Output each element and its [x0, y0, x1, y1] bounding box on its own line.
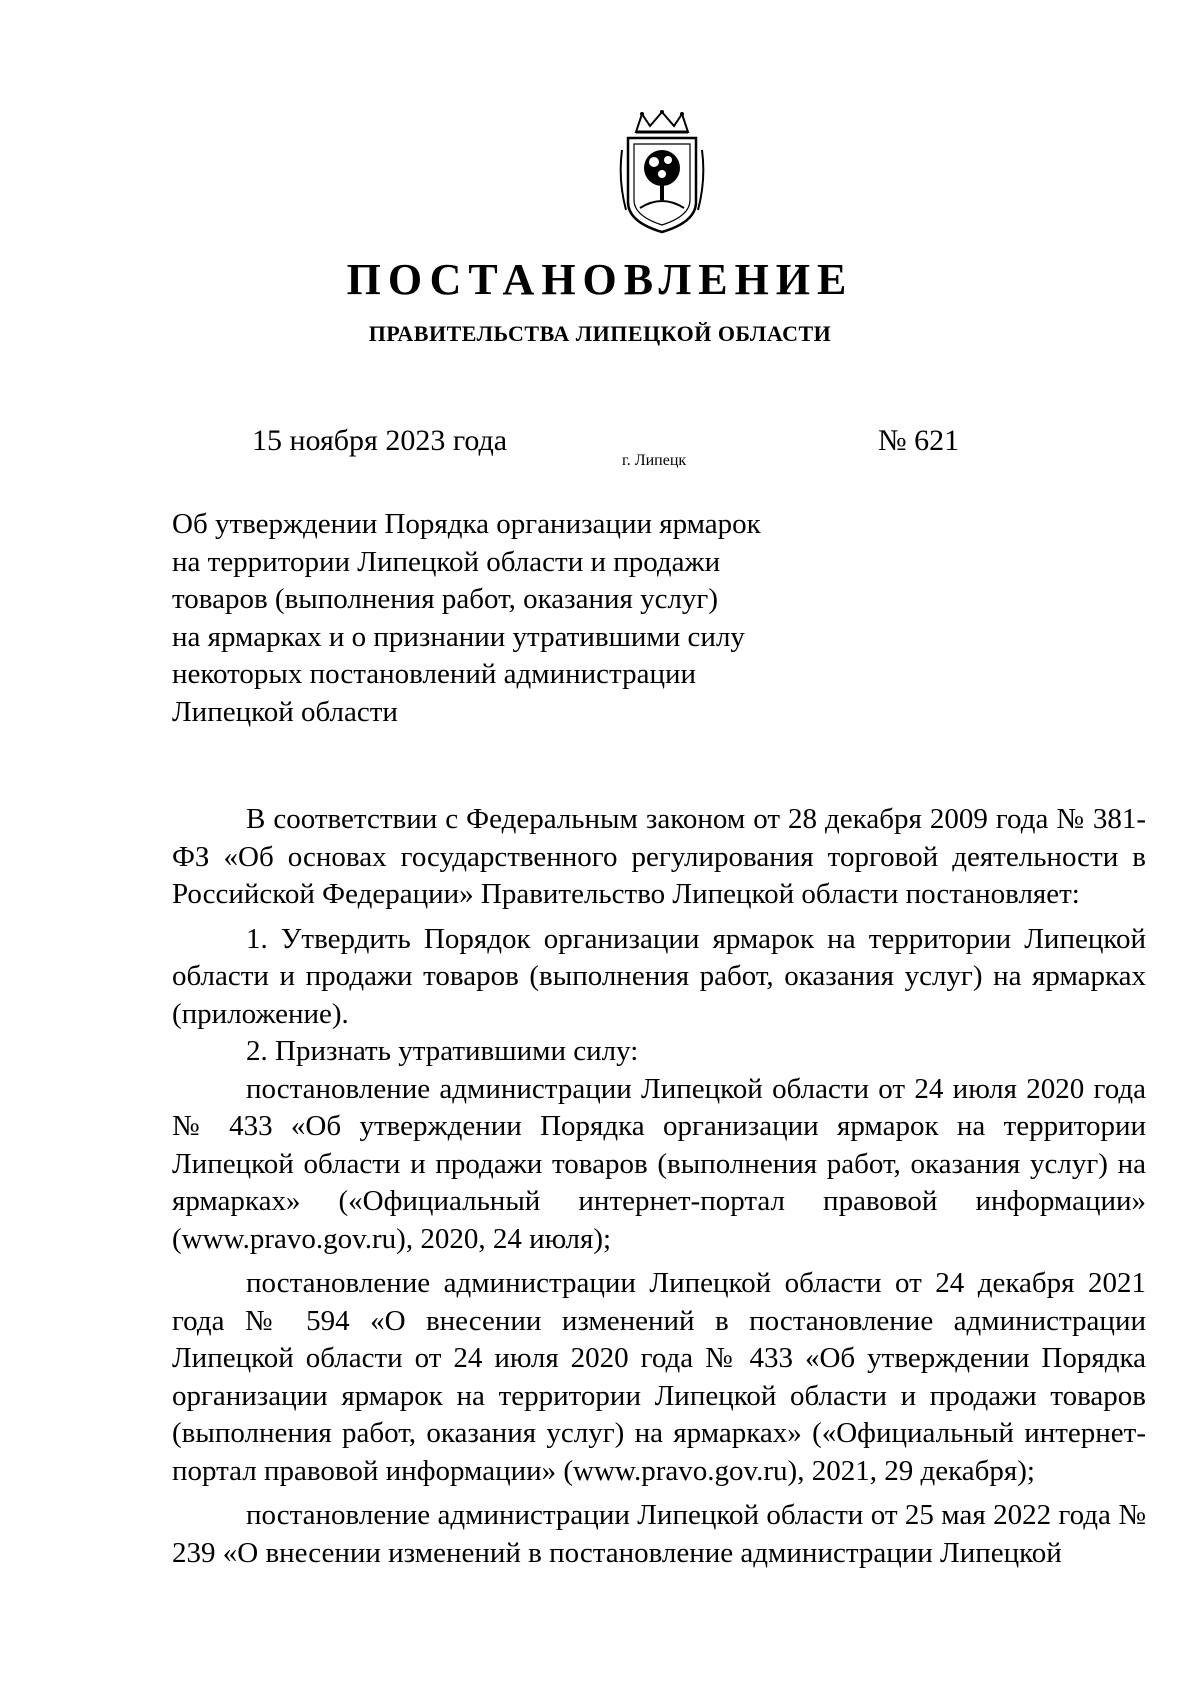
- document-number: № 621: [878, 424, 960, 457]
- document-place: г. Липецк: [622, 452, 687, 469]
- subject-line: некоторых постановлений администрации: [172, 658, 697, 690]
- body-paragraph: постановление администрации Липецкой области от 25 мая 2022 года № 239 «О внесении изменений в постановление администрации Липецкой: [172, 1499, 1146, 1569]
- body-paragraph: В соответствии с Федеральным законом от 28 декабря 2009 года № 381-ФЗ «Об основах государственного регулирования торговой деятельности в Российской Федерации» Правительство Липецкой области постановляет:: [172, 803, 1146, 910]
- subject-line: Липецкой области: [172, 695, 398, 728]
- document-subtitle: ПРАВИТЕЛЬСТВА ЛИПЕЦКОЙ ОБЛАСТИ: [368, 321, 832, 346]
- body-paragraph: постановление администрации Липецкой области от 24 июля 2020 года № 433 «Об утверждении Порядка организации ярмарок на территории Липецкой области и продажи товаров (выполнения работ, оказания услуг) на ярмарках» («Официальный интернет-портал правовой информации» (www.pravo.gov.ru), 2020, 24 июля);: [172, 1072, 1146, 1255]
- subject-line: на ярмарках и о признании утратившими силу: [172, 620, 745, 653]
- document-title: ПОСТАНОВЛЕНИЕ: [346, 255, 854, 304]
- body-paragraph: 2. Признать утратившими силу:: [246, 1035, 639, 1067]
- subject-line: Об утверждении Порядка организации ярмарок: [172, 508, 761, 540]
- document-subject: [172, 506, 812, 731]
- document-body: [172, 801, 1146, 1579]
- subject-line: на территории Липецкой области и продажи: [172, 545, 721, 578]
- subject-line: товаров (выполнения работ, оказания услуг): [172, 583, 718, 615]
- coat-of-arms-icon: [618, 110, 706, 240]
- body-paragraph: постановление администрации Липецкой области от 24 декабря 2021 года № 594 «О внесении изменений в постановление администрации Липецкой области от 24 июля 2020 года № 433 «Об утверждении Порядка организации ярмарок на территории Липецкой области и продажи товаров (выполнения работ, оказания услуг) на ярмарках» («Официальный интернет-портал правовой информации» (www.pravo.gov.ru), 2021, 29 декабря);: [172, 1267, 1146, 1487]
- document-date: 15 ноября 2023 года: [252, 424, 508, 457]
- body-paragraph: 1. Утвердить Порядок организации ярмарок на территории Липецкой области и продажи товаров (выполнения работ, оказания услуг) на ярмарках (приложение).: [172, 922, 1146, 1030]
